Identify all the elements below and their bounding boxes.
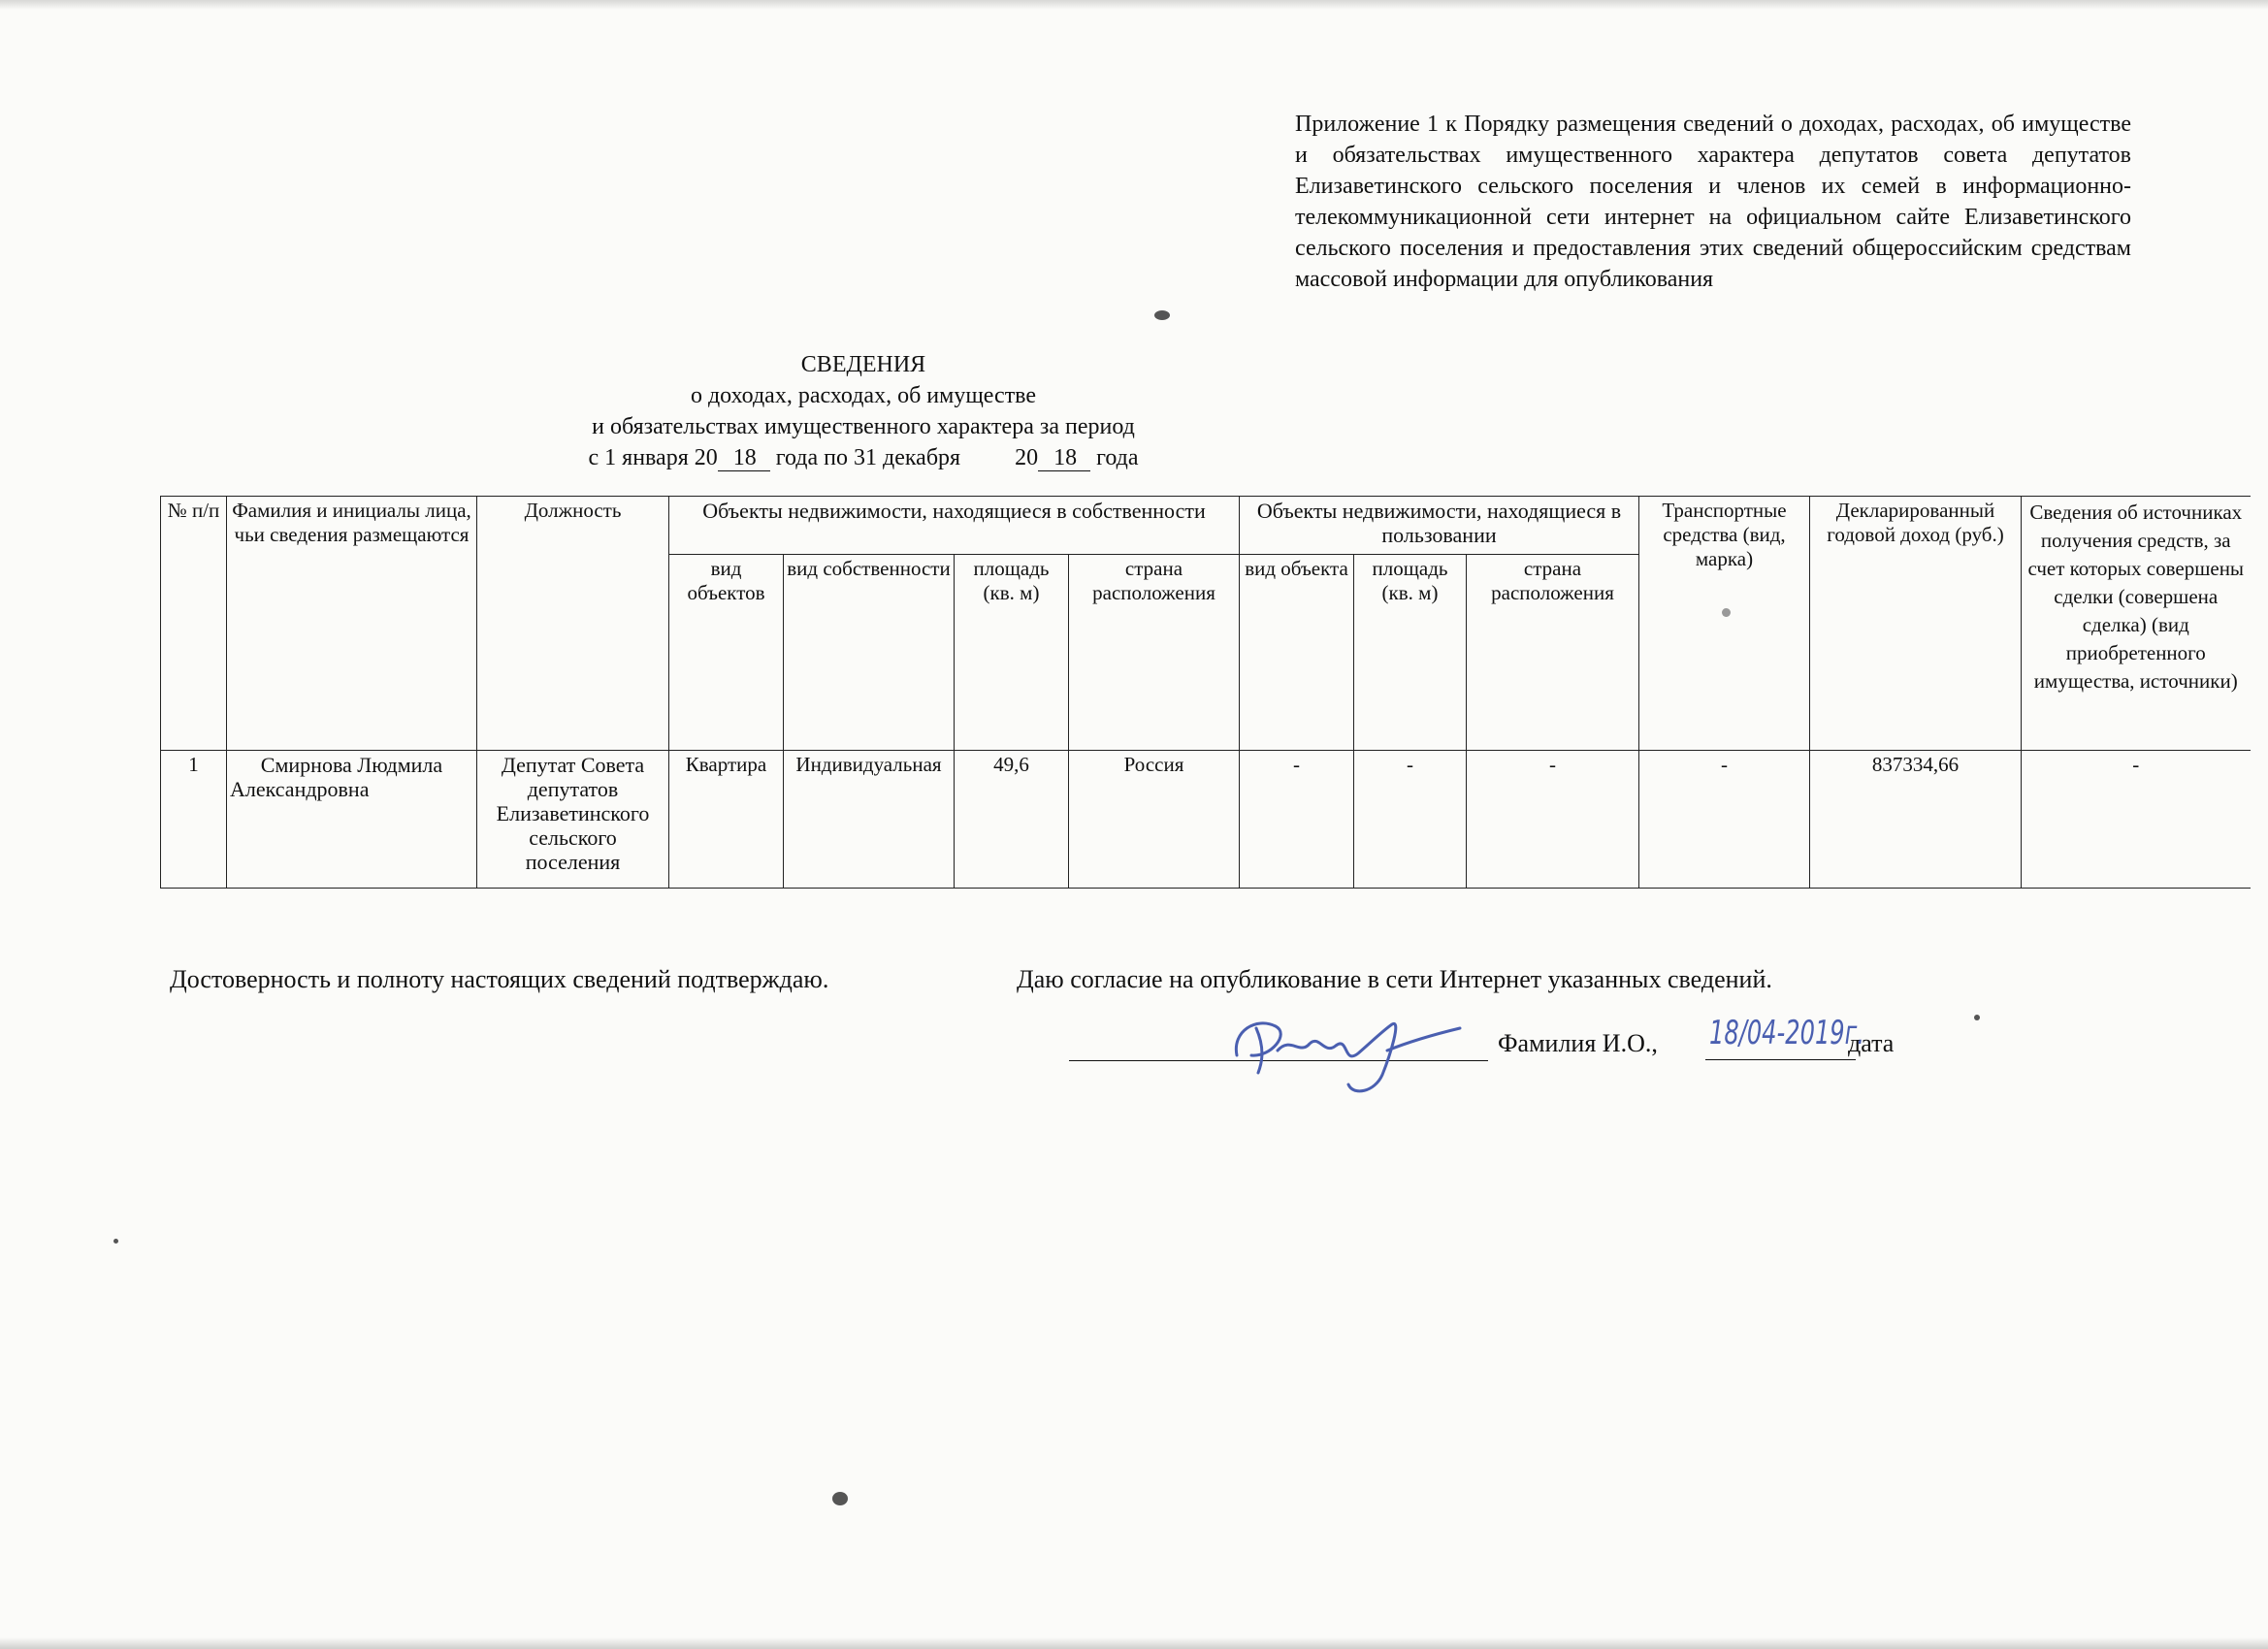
header-used-type: вид объекта [1240, 555, 1354, 751]
header-owned-type: вид объектов [669, 555, 784, 751]
date-label: дата [1848, 1029, 1895, 1057]
header-owned-area: площадь (кв. м) [955, 555, 1069, 751]
header-used-country: страна расположения [1467, 555, 1639, 751]
header-used-area: площадь (кв. м) [1354, 555, 1467, 751]
cell-sources: - [2022, 751, 2251, 889]
header-used-group: Объекты недвижимости, находящиеся в пользовании [1240, 497, 1639, 555]
year-end: 18 [1038, 445, 1090, 471]
cell-used-country: - [1467, 751, 1639, 889]
scan-top-edge [0, 0, 2268, 10]
consent-statement: Даю согласие на опубликование в сети Интернет указанных сведений. [1017, 965, 1772, 993]
scan-bottom-edge [0, 1637, 2268, 1649]
header-sources: Сведения об источниках получения средств, за счет которых совершены сделки (совершена сделка) (вид приобретенного имущества, источники) [2022, 497, 2251, 751]
period-prefix: с 1 января 20 [588, 445, 718, 470]
cell-transport: - [1639, 751, 1810, 889]
title-line-3: и обязательствах имущественного характера за период [592, 414, 1135, 439]
cell-used-area: - [1354, 751, 1467, 889]
cell-owned-country: Россия [1069, 751, 1240, 889]
cell-used-type: - [1240, 751, 1354, 889]
scan-speck [113, 1239, 118, 1244]
header-income: Декларированный годовой доход (руб.) [1810, 497, 2022, 751]
reporting-period [572, 442, 1154, 473]
period-suffix: года [1096, 445, 1139, 470]
year-start: 18 [718, 445, 770, 471]
cell-owned-ownership: Индивидуальная [784, 751, 955, 889]
cell-owned-area: 49,6 [955, 751, 1069, 889]
header-position: Должность [477, 497, 669, 751]
header-owned-country: страна расположения [1069, 555, 1240, 751]
header-num: № п/п [161, 497, 227, 751]
handwritten-date [1705, 1009, 1870, 1096]
handwritten-signature [1217, 997, 1470, 1099]
scan-speck [1154, 310, 1170, 320]
table-header-row [161, 497, 2251, 555]
title-line-1: СВЕДЕНИЯ [800, 352, 926, 377]
document-title [572, 349, 1154, 473]
scan-speck [832, 1492, 848, 1505]
cell-position: Депутат Совета депутатов Елизаветинского сельского поселения [477, 751, 669, 889]
cell-name: Смирнова Людмила Александровна [227, 751, 477, 889]
declaration-table [160, 496, 2251, 889]
svg-text:18/04-2019г.: 18/04-2019г. [1709, 1014, 1864, 1052]
scan-speck [1974, 1015, 1980, 1020]
header-name: Фамилия и инициалы лица, чьи сведения размещаются [227, 497, 477, 751]
period-mid: года по 31 декабря [775, 445, 961, 470]
cell-owned-type: Квартира [669, 751, 784, 889]
header-owned-group: Объекты недвижимости, находящиеся в собственности [669, 497, 1240, 555]
appendix-note: Приложение 1 к Порядку размещения сведений о доходах, расходах, об имуществе и обязательствах имущественного характера депутатов совета депутатов Елизаветинского сельского поселения и членов их семей в информационно-телекоммуникационной сети интернет на официальном сайте Елизаветинского сельского поселения и предоставления этих сведений общероссийским средствам массовой информации для опубликования [1295, 112, 2131, 292]
fio-label: Фамилия И.О., [1498, 1029, 1658, 1057]
scan-speck [1722, 608, 1731, 617]
period-prefix-2: 20 [1015, 445, 1039, 470]
cell-income: 837334,66 [1810, 751, 2022, 889]
header-owned-ownership: вид собственности [784, 555, 955, 751]
confirm-statement: Достоверность и полноту настоящих сведений подтверждаю. [170, 965, 829, 993]
title-line-2: о доходах, расходах, об имуществе [690, 383, 1037, 408]
header-transport: Транспортные средства (вид, марка) [1639, 497, 1810, 751]
cell-num: 1 [161, 751, 227, 889]
table-row [161, 751, 2251, 889]
